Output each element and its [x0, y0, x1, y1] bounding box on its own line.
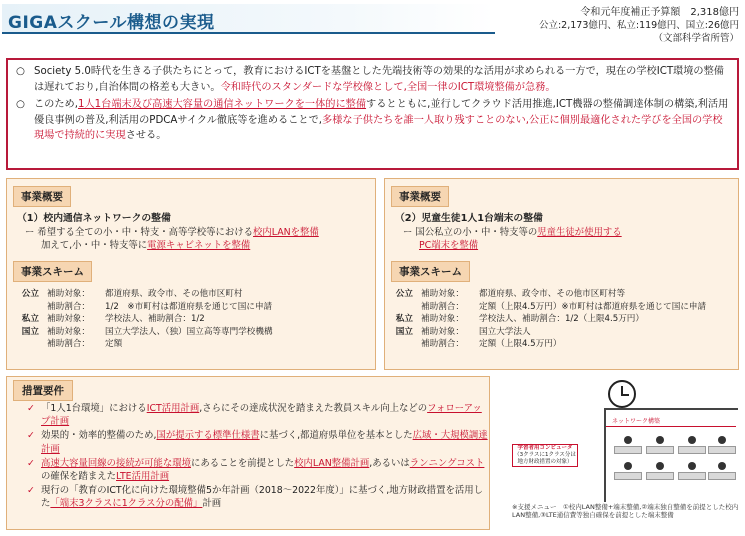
measure-highlight: LTE活用計画: [116, 471, 170, 483]
scheme-row: [7, 288, 375, 301]
desc-highlight: 児童生徒が使用する: [537, 227, 622, 238]
check-icon: ✓: [27, 430, 35, 442]
scheme-label: 補助対象：: [47, 326, 90, 337]
intro-text: するとともに,並行してクラウド活用推進,ICT機器の整備調達体制の構築,利活用優良事例の普及,利活用のPDCAサイクル徹底等を進めることで,: [34, 99, 729, 126]
title-bar: [2, 4, 495, 34]
scheme-category: 国立: [21, 326, 39, 337]
measure-highlight: フォローアップ計画: [41, 403, 482, 428]
network-line: [606, 426, 736, 427]
scheme-value: 定額（上限4.5万円）※市町村は都道府県を通じて国に申請: [479, 301, 707, 312]
scheme-label: 補助割合：: [421, 301, 464, 312]
desk-icon: [614, 446, 642, 454]
scheme-row: [7, 326, 375, 339]
budget-breakdown: 公立:2,173億円、私立:119億円、国立:26億円: [538, 20, 739, 31]
desk-icon: [614, 472, 642, 480]
panel-description: [403, 226, 738, 252]
scheme-category: 公立: [395, 289, 413, 299]
intro-highlight: 多様な子供たちを誰一人取り残すことのない,公正に個別最適化された学びを全国の学校現場で持続的に実現: [34, 114, 723, 141]
scheme-category: [389, 301, 413, 314]
scheme-table: [7, 288, 375, 351]
intro-text: させる。: [125, 130, 167, 141]
intro-highlight: 令和時代のスタンダードな学校像として,全国一律のICT環境整備が急務。: [220, 81, 556, 93]
scheme-category: [389, 338, 413, 351]
measure-text: 計画: [202, 498, 222, 510]
scheme-label: 補助割合：: [47, 301, 90, 312]
student-icon: [688, 462, 696, 470]
student-icon: [656, 436, 664, 444]
intro-paragraph-2: [16, 97, 729, 144]
scheme-category: 公立: [21, 289, 39, 299]
scheme-value: 学校法人、補助割合：1/2（上限4.5万円）: [479, 314, 644, 325]
measure-highlight: 「端末3クラスに1クラス分の配備」: [50, 498, 203, 510]
classroom-illustration: [512, 380, 738, 502]
scheme-label: 補助対象：: [421, 289, 464, 299]
scheme-category: 私立: [21, 314, 39, 325]
scheme-category: 国立: [395, 326, 413, 337]
check-icon: ✓: [27, 485, 35, 497]
scheme-label: 補助対象：: [47, 289, 90, 299]
scheme-row: [385, 288, 738, 301]
check-icon: ✓: [27, 457, 35, 469]
scheme-row: [385, 326, 738, 339]
pc-note-sub: （3クラスに1クラス分は地方財政措置の対象）: [514, 452, 576, 465]
dash-bullet-icon: ー: [25, 227, 35, 238]
student-icon: [624, 462, 632, 470]
desk-icon: [678, 446, 706, 454]
desk-icon: [708, 446, 736, 454]
intro-highlight: 1人1台端末及び高速大容量の通信ネットワークを一体的に整備: [78, 99, 367, 110]
measure-item: [7, 402, 489, 428]
desc-text: 国公私立の小・中・特支等の: [415, 227, 538, 238]
panel-description: [25, 226, 375, 252]
panel-subtitle: （2）児童生徒1人1台端末の整備: [395, 213, 543, 224]
intro-text: このため,: [34, 99, 78, 110]
measure-highlight: 広域・大規模調達計画: [41, 430, 488, 455]
measure-item: [7, 457, 489, 483]
budget-total: 令和元年度補正予算額 2,318億円: [580, 7, 739, 18]
student-icon: [624, 436, 632, 444]
measures-box: [6, 376, 490, 530]
measure-highlight: 国が提示する標準仕様書: [156, 430, 260, 442]
desc-text: 加えて,小・中・特支等に: [41, 240, 148, 251]
scheme-value: 国立大学法人、（独）国立高等専門学校機構: [105, 326, 273, 337]
desk-icon: [678, 472, 706, 480]
overview-tab: 事業概要: [13, 186, 71, 207]
desc-highlight: PC端末を整備: [419, 240, 479, 251]
measure-text: にあることを前提とした: [191, 457, 295, 469]
measure-text: 現行の「教育のICT化に向けた環境整備5か年計画（2018～2022年度）」に基づく,地方財政措置を活用した: [41, 485, 484, 510]
check-icon: ✓: [27, 403, 35, 414]
scheme-tab: 事業スキーム: [13, 261, 92, 282]
circle-bullet-icon: ○: [16, 66, 25, 77]
desk-icon: [646, 472, 674, 480]
intro-box: [6, 58, 739, 170]
student-icon: [656, 462, 664, 470]
measure-text: に基づく,都道府県単位を基本とした: [259, 430, 413, 442]
circle-bullet-icon: ○: [16, 99, 25, 110]
scheme-value: 定額（上限4.5万円）: [479, 339, 562, 350]
network-label: ネットワーク構築: [612, 418, 661, 425]
scheme-value: 1/2 ※市町村は都道府県を通じて国に申請: [105, 301, 273, 312]
dash-bullet-icon: ー: [403, 227, 413, 238]
scheme-row: [7, 313, 375, 326]
measure-item: [7, 429, 489, 455]
scheme-label: 補助割合：: [47, 339, 90, 350]
measure-text: ,さらにその達成状況を踏まえた教員スキル向上などの: [199, 403, 428, 414]
desc-text: 希望する全ての小・中・特支・高等学校等における: [37, 227, 254, 238]
measure-text: 「1人1台環境」における: [41, 403, 147, 414]
illustration-caption: ※支援メニュー ①校内LAN整備+端末整備,②端末独自整備を前提とした校内LAN整備,③LTE通信費等独自確保を前提とした端末整備: [512, 503, 739, 520]
pc-note-title: 学習者用コンピュータ: [517, 445, 573, 451]
intro-text: Society 5.0時代を生きる子供たちにとって，教育におけるICTを基盤とした先端技術等の効果的な活用が求められる一方で，現在の学校ICT環境の整備は遅れており,自治体間の格差も大きい。: [34, 66, 724, 93]
overview-tab: 事業概要: [391, 186, 449, 207]
measure-text: の確保を踏まえた: [41, 471, 117, 483]
intro-paragraph-1: [16, 64, 729, 95]
scheme-value: 学校法人、補助割合：1/2: [105, 314, 205, 325]
clock-icon: [608, 380, 636, 408]
desc-highlight: 校内LANを整備: [253, 227, 319, 238]
scheme-category: 私立: [395, 314, 413, 325]
scheme-row: [385, 313, 738, 326]
student-icon: [718, 462, 726, 470]
measure-highlight: 高速大容量回線の接続が可能な環境: [41, 457, 192, 469]
classroom-room: [604, 408, 738, 502]
scheme-table: [385, 288, 738, 351]
scheme-row: [7, 338, 375, 351]
scheme-row: [385, 338, 738, 351]
scheme-row: [385, 301, 738, 314]
desc-highlight: 電源キャビネットを整備: [147, 240, 251, 251]
device-panel: [384, 178, 739, 370]
desk-icon: [646, 446, 674, 454]
measure-item: [7, 484, 489, 510]
scheme-label: 補助対象：: [47, 314, 90, 325]
budget-ministry: （文部科学省所管）: [653, 33, 739, 44]
network-panel: [6, 178, 376, 370]
student-icon: [718, 436, 726, 444]
scheme-label: 補助対象：: [421, 314, 464, 325]
scheme-label: 補助割合：: [421, 339, 464, 350]
scheme-tab: 事業スキーム: [391, 261, 470, 282]
desk-icon: [708, 472, 736, 480]
pc-note: [512, 444, 578, 467]
measure-highlight: ランニングコスト: [409, 457, 485, 469]
measure-highlight: ICT活用計画: [146, 403, 200, 414]
scheme-label: 補助対象：: [421, 326, 464, 337]
scheme-value: 定額: [105, 339, 123, 350]
student-icon: [688, 436, 696, 444]
scheme-category: [15, 301, 39, 314]
scheme-value: 都道府県、政令市、その他市区町村等: [479, 289, 626, 299]
scheme-value: 国立大学法人: [479, 326, 531, 337]
scheme-value: 都道府県、政令市、その他市区町村: [105, 289, 243, 299]
measure-text: ,あるいは: [369, 457, 410, 469]
measure-text: 効果的・効率的整備のため,: [41, 430, 157, 442]
scheme-category: [15, 338, 39, 351]
measures-tab: 措置要件: [13, 380, 73, 401]
budget-info: [539, 6, 739, 45]
measure-highlight: 校内LAN整備計画: [294, 457, 370, 469]
panel-subtitle: （1）校内通信ネットワークの整備: [17, 213, 171, 224]
page-title: GIGAスクール構想の実現: [8, 13, 215, 33]
scheme-row: [7, 301, 375, 314]
